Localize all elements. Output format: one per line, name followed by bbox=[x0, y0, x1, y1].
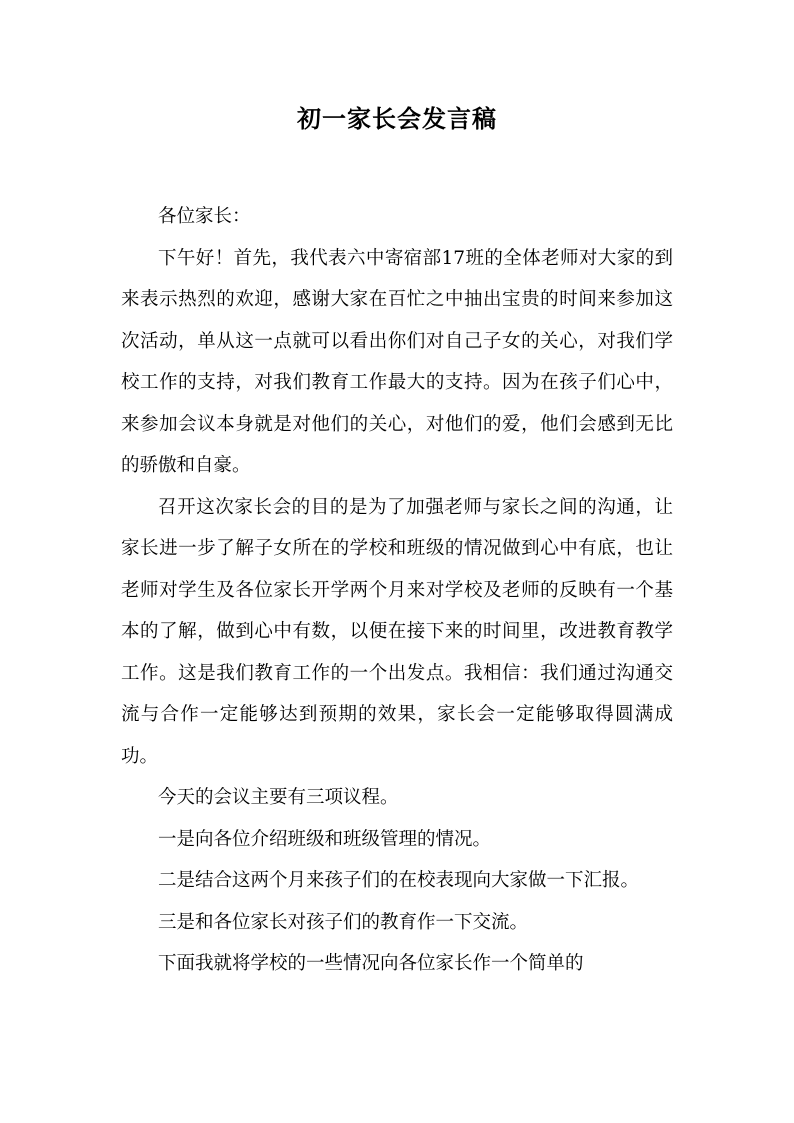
salutation: 各位家长： bbox=[158, 206, 251, 227]
document-title: 初一家长会发言稿 bbox=[297, 105, 497, 133]
paragraph-agenda-intro: 今天的会议主要有三项议程。 bbox=[158, 787, 399, 808]
document-body bbox=[121, 196, 673, 985]
paragraph-continuation: 下面我就将学校的一些情况向各位家长作一个简单的 bbox=[158, 953, 584, 974]
agenda-item-2: 二是结合这两个月来孩子们的在校表现向大家做一下汇报。 bbox=[158, 870, 640, 891]
agenda-item-1: 一是向各位介绍班级和班级管理的情况。 bbox=[158, 828, 492, 850]
paragraph-purpose: 召开这次家长会的目的是为了加强老师与家长之间的沟通，让家长进一步了解子女所在的学校和班级的情况做到心中有底，也让老师对学生及各位家长开学两个月来对学校及老师的反映有一个基本的了解，做到心中有数，以便在接下来的时间里，改进教育教学工作。这是我们教育工作的一个出发点。我相信：我们通过沟通交流与合作一定能够达到预期的效果，家长会一定能够取得圆满成功。 bbox=[121, 496, 673, 767]
agenda-item-3: 三是和各位家长对孩子们的教育作一下交流。 bbox=[158, 911, 529, 933]
paragraph-greeting: 下午好！首先，我代表六中寄宿部17班的全体老师对大家的到来表示热烈的欢迎，感谢大家在百忙之中抽出宝贵的时间来参加这次活动，单从这一点就可以看出你们对自己子女的关心，对我们学校工作的支持，对我们教育工作最大的支持。因为在孩子们心中，来参加会议本身就是对他们的关心，对他们的爱，他们会感到无比的骄傲和自豪。 bbox=[121, 247, 673, 476]
